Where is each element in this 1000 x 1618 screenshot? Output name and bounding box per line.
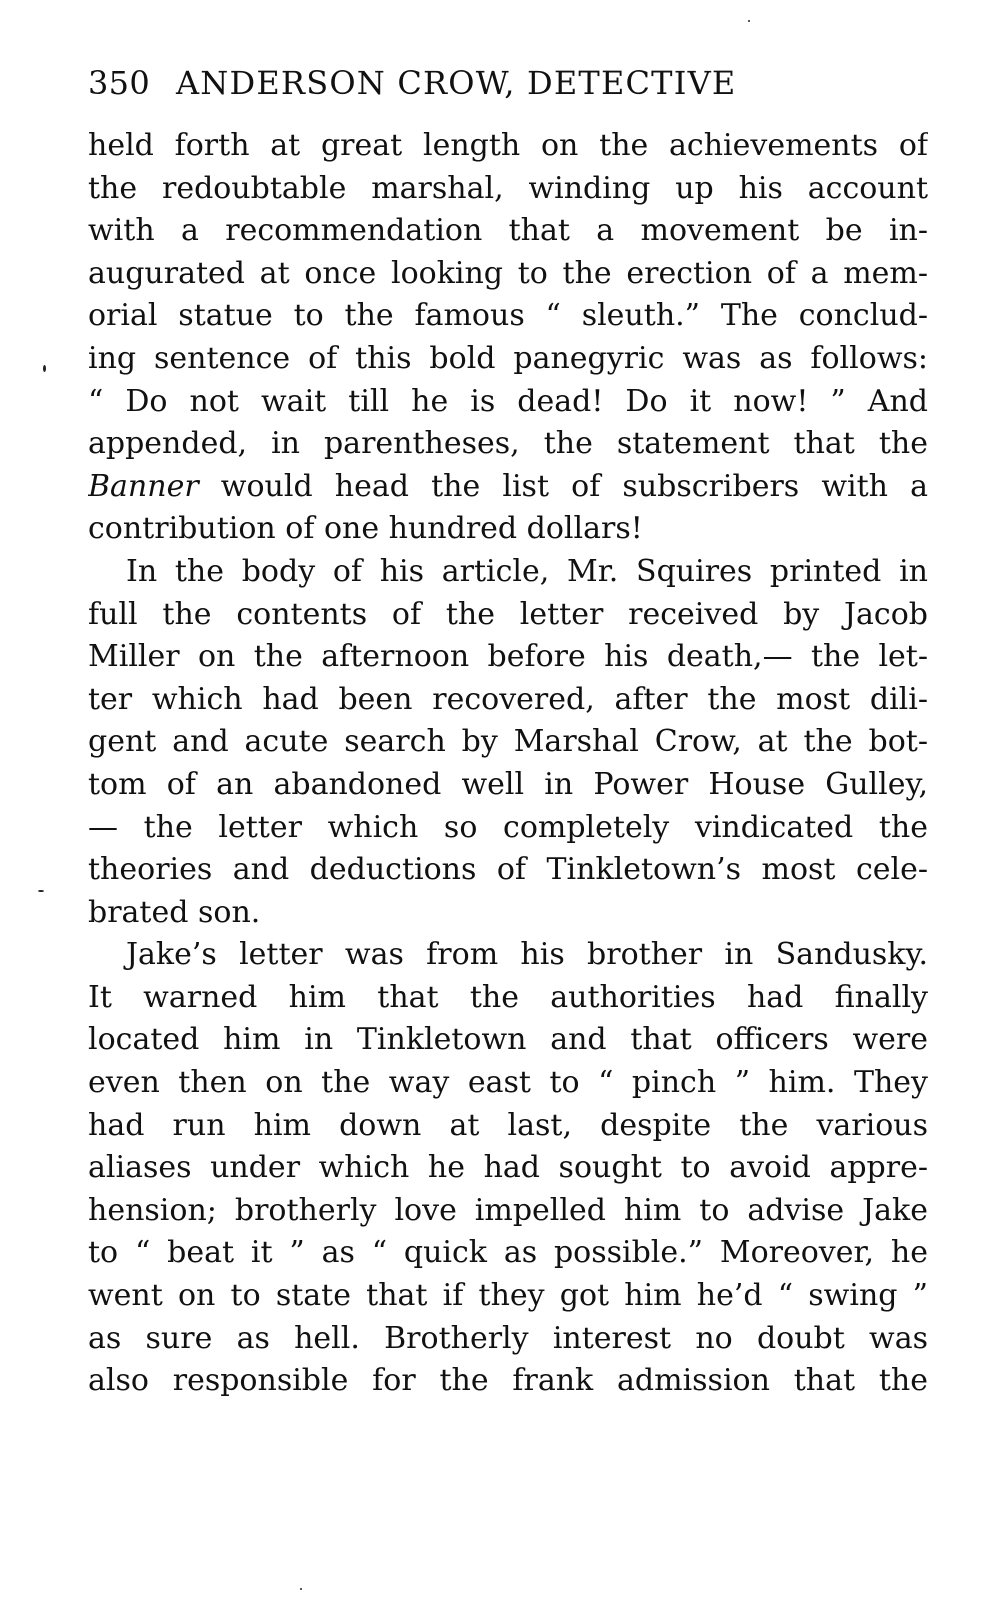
scan-speck	[38, 890, 44, 892]
text-line: appended, in parentheses, the statement that the	[88, 426, 928, 462]
text-line: brated son.	[88, 894, 261, 930]
text-line: as sure as hell. Brotherly interest no doubt was	[88, 1320, 928, 1356]
body-text	[88, 125, 928, 1403]
paragraph-1	[88, 125, 928, 551]
text-line: to “ beat it ” as “ quick as possible.” Moreover, he	[88, 1235, 928, 1271]
text-fragment: would head the list of subscribers with a	[198, 468, 928, 504]
text-line-with-italic	[88, 466, 928, 509]
text-line: “ Do not wait till he is dead! Do it now! ” And	[88, 383, 928, 419]
paragraph-3	[88, 934, 928, 1403]
running-head	[88, 63, 928, 103]
text-line: with a recommendation that a movement be in-	[88, 213, 928, 249]
text-line: orial statue to the famous “ sleuth.” The conclud-	[88, 298, 928, 334]
text-line: augurated at once looking to the erection of a mem-	[88, 255, 928, 291]
text-line: — the letter which so completely vindicated the	[88, 809, 928, 845]
text-line: aliases under which he had sought to avoid appre-	[88, 1150, 928, 1186]
running-title: ANDERSON CROW, DETECTIVE	[175, 64, 737, 102]
text-line: even then on the way east to “ pinch ” him. They	[88, 1065, 928, 1101]
text-line: hension; brotherly love impelled him to advise Jake	[88, 1192, 928, 1228]
text-line: the redoubtable marshal, winding up his account	[88, 170, 928, 206]
text-line: held forth at great length on the achievements of	[88, 128, 928, 163]
newspaper-name: Banner	[88, 468, 199, 504]
text-line: had run him down at last, despite the various	[88, 1107, 928, 1143]
text-line: Miller on the afternoon before his death,— the let-	[88, 639, 928, 675]
text-line: ing sentence of this bold panegyric was as follows:	[88, 340, 928, 376]
text-line: Jake’s letter was from his brother in Sandusky.	[126, 937, 928, 973]
scan-speck	[43, 365, 46, 372]
text-line: full the contents of the letter received by Jacob	[88, 596, 928, 632]
text-line: It warned him that the authorities had finally	[88, 979, 928, 1015]
scan-speck	[748, 20, 750, 22]
text-line: also responsible for the frank admission that the	[88, 1363, 928, 1399]
text-line: contribution of one hundred dollars!	[88, 511, 643, 547]
page-number: 350	[88, 64, 150, 102]
text-line: gent and acute search by Marshal Crow, at the bot-	[88, 724, 928, 760]
text-line: tom of an abandoned well in Power House Gulley,	[88, 766, 928, 802]
text-line: ter which had been recovered, after the most dili-	[88, 681, 928, 717]
text-line: In the body of his article, Mr. Squires printed in	[126, 553, 928, 589]
paragraph-2	[88, 551, 928, 934]
text-line: located him in Tinkletown and that officers were	[88, 1022, 928, 1058]
scan-speck	[300, 1588, 302, 1590]
text-line: went on to state that if they got him he’d “ swing ”	[88, 1278, 928, 1314]
text-line: theories and deductions of Tinkletown’s most cele-	[88, 852, 928, 888]
